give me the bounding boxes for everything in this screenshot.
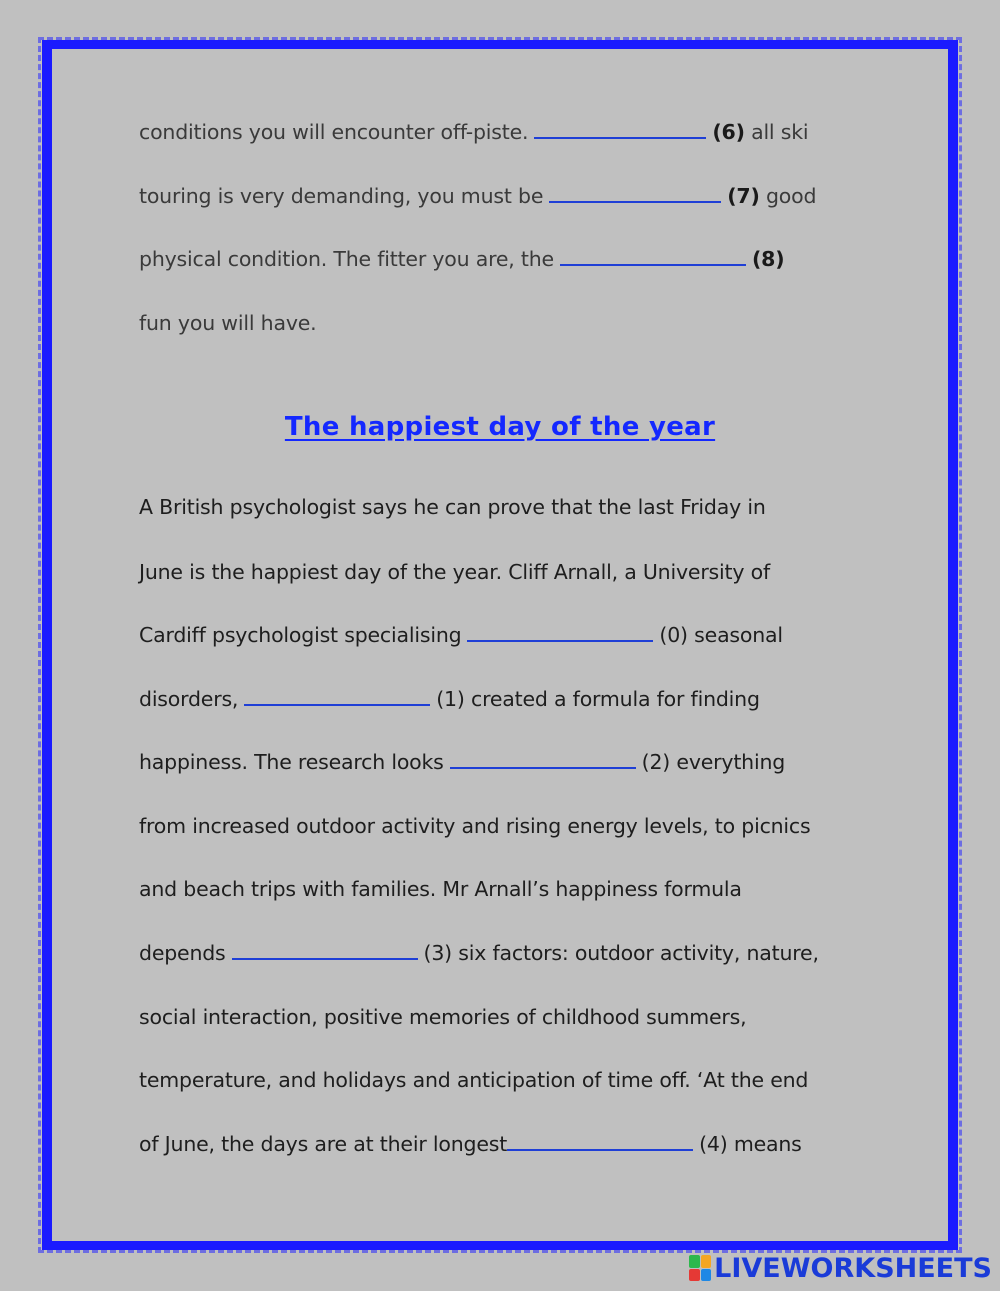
text-line — [139, 182, 816, 210]
line-text: (2) everything — [641, 750, 786, 774]
line-text: depends — [139, 941, 226, 965]
text-line — [139, 1130, 802, 1158]
answer-blank-6[interactable] — [534, 121, 706, 139]
line-text: touring is very demanding, you must be — [139, 184, 544, 208]
text-line — [139, 939, 819, 967]
line-text: (0) seasonal — [659, 623, 783, 647]
text-line: and beach trips with families. Mr Arnall’s happiness formula — [139, 877, 742, 901]
line-text: (3) six factors: outdoor activity, nature, — [423, 941, 819, 965]
text-line — [139, 118, 808, 146]
answer-blank-4[interactable] — [507, 1133, 693, 1151]
line-text: all ski — [751, 120, 809, 144]
answer-blank-0[interactable] — [467, 624, 653, 642]
answer-blank-3[interactable] — [232, 942, 418, 960]
text-line — [139, 245, 784, 273]
question-number: (8) — [751, 247, 785, 271]
logo-badge-icon — [689, 1255, 711, 1281]
text-line: June is the happiest day of the year. Cliff Arnall, a University of — [139, 560, 770, 584]
text-line: from increased outdoor activity and rising energy levels, to picnics — [139, 814, 811, 838]
answer-blank-7[interactable] — [549, 185, 721, 203]
liveworksheets-logo — [689, 1253, 992, 1283]
line-text: conditions you will encounter off-piste. — [139, 120, 529, 144]
text-line — [139, 748, 785, 776]
line-text: disorders, — [139, 687, 239, 711]
line-text: of June, the days are at their longest — [139, 1132, 508, 1156]
line-text: happiness. The research looks — [139, 750, 444, 774]
line-text: good — [765, 184, 817, 208]
text-line — [139, 685, 760, 713]
line-text: (1) created a formula for finding — [436, 687, 760, 711]
line-text: Cardiff psychologist specialising — [139, 623, 462, 647]
line-text: physical condition. The fitter you are, the — [139, 247, 554, 271]
text-line: fun you will have. — [139, 311, 317, 335]
question-number: (7) — [727, 184, 760, 208]
answer-blank-2[interactable] — [450, 751, 636, 769]
text-line: A British psychologist says he can prove that the last Friday in — [139, 495, 766, 519]
logo-text: LIVEWORKSHEETS — [714, 1252, 992, 1284]
answer-blank-1[interactable] — [244, 688, 430, 706]
answer-blank-8[interactable] — [560, 248, 746, 266]
section-title: The happiest day of the year — [284, 412, 716, 442]
text-line: social interaction, positive memories of childhood summers, — [139, 1005, 747, 1029]
text-line: temperature, and holidays and anticipation of time off. ‘At the end — [139, 1068, 809, 1092]
line-text: (4) means — [699, 1132, 802, 1156]
text-line — [139, 621, 783, 649]
question-number: (6) — [712, 120, 745, 144]
